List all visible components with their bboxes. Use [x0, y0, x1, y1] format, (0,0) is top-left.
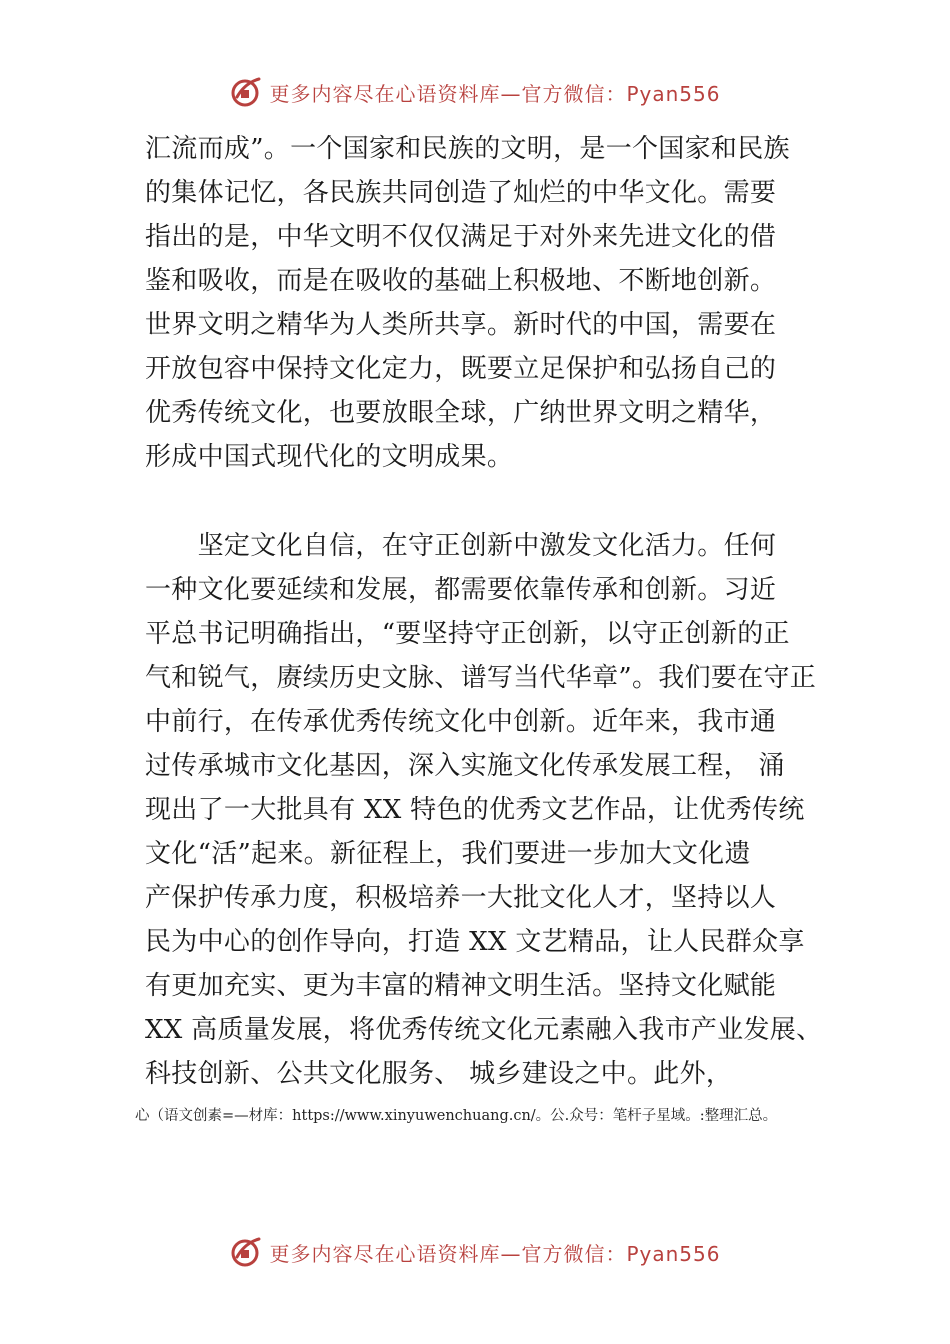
body-line: 过传承城市文化基因，深入实施文化传承发展工程， 涌	[145, 751, 785, 781]
brush-seal-icon	[229, 1235, 263, 1269]
header-banner-text: 更多内容尽在心语资料库—官方微信：Pyan556	[269, 81, 721, 106]
header-banner	[0, 72, 950, 112]
body-line: 指出的是，中华文明不仅仅满足于对外来先进文化的借	[145, 222, 777, 252]
body-line: 鉴和吸收，而是在吸收的基础上积极地、不断地创新。	[145, 266, 777, 296]
footer-banner-text: 更多内容尽在心语资料库—官方微信：Pyan556	[269, 1241, 721, 1266]
body-line: 中前行，在传承优秀传统文化中创新。近年来，我市通	[145, 707, 777, 737]
source-footnote: 心（语文创素=—材库：https://www.xinyuwenchuang.cn/。公.众号：笔杆子星域。:整理汇总。	[135, 1108, 778, 1124]
body-line: 汇流而成”。一个国家和民族的文明，是一个国家和民族	[145, 134, 790, 164]
body-line: 现出了一大批具有 XX 特色的优秀文艺作品，让优秀传统	[145, 795, 805, 825]
body-line: 产保护传承力度，积极培养一大批文化人才，坚持以人	[145, 883, 777, 913]
body-line: 文化“活”起来。新征程上，我们要进一步加大文化遗	[145, 839, 751, 869]
body-line: 世界文明之精华为人类所共享。新时代的中国，需要在	[145, 310, 777, 340]
footer-banner	[0, 1232, 950, 1272]
body-line: 的集体记忆，各民族共同创造了灿烂的中华文化。需要	[145, 178, 777, 208]
body-line: 优秀传统文化，也要放眼全球，广纳世界文明之精华，	[145, 398, 777, 428]
body-line: 民为中心的创作导向，打造 XX 文艺精品，让人民群众享	[145, 927, 805, 957]
body-line: 科技创新、公共文化服务、 城乡建设之中。此外，	[145, 1059, 733, 1089]
body-line: XX 高质量发展，将优秀传统文化元素融入我市产业发展、	[145, 1015, 823, 1045]
brush-seal-icon	[229, 75, 263, 109]
body-line: 气和锐气，赓续历史文脉、谱写当代华章”。我们要在守正	[145, 663, 817, 693]
body-line: 坚定文化自信，在守正创新中激发文化活力。任何	[145, 531, 777, 561]
body-line: 平总书记明确指出，“要坚持守正创新，以守正创新的正	[145, 619, 790, 649]
body-line: 有更加充实、更为丰富的精神文明生活。坚持文化赋能	[145, 971, 777, 1001]
body-line: 形成中国式现代化的文明成果。	[145, 442, 514, 472]
body-line: 开放包容中保持文化定力，既要立足保护和弘扬自己的	[145, 354, 777, 384]
body-line: 一种文化要延续和发展，都需要依靠传承和创新。习近	[145, 575, 777, 605]
